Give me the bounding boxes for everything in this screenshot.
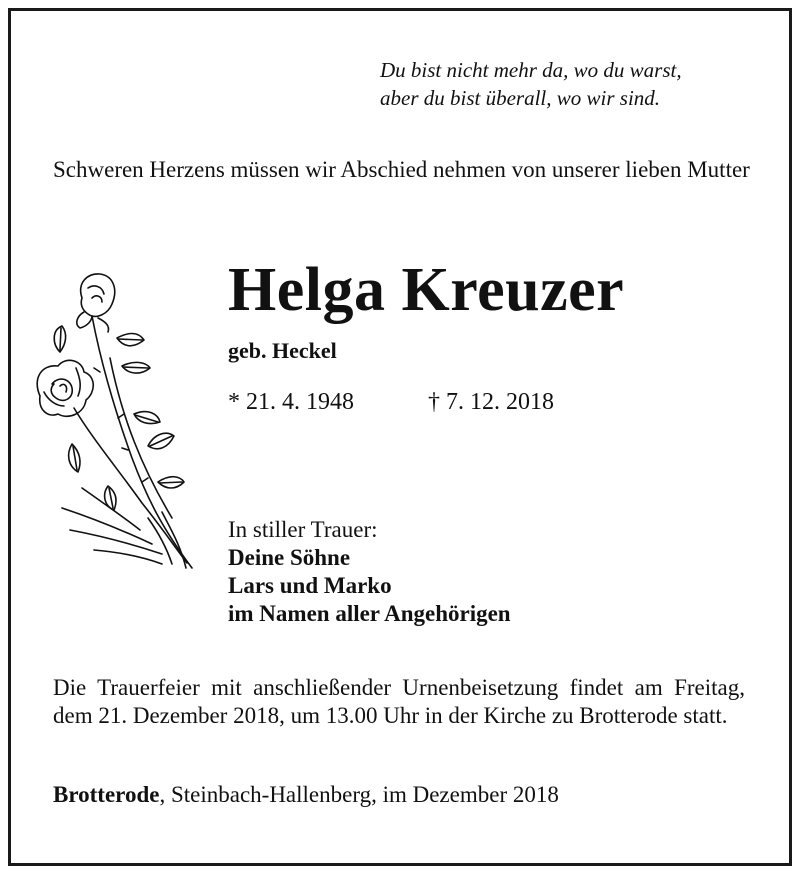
intro-text: Schweren Herzens müssen wir Abschied nehmen von unserer lieben Mutter: [53, 157, 750, 182]
deceased-name: Helga Kreuzer: [228, 256, 625, 324]
mourners-line-2: Lars und Marko: [228, 573, 392, 598]
place-and-date: [53, 780, 559, 810]
death-date: † 7. 12. 2018: [428, 389, 554, 415]
rose-drawing-icon: [22, 268, 212, 578]
mourners-heading: In stiller Trauer:: [228, 517, 378, 542]
mourners-line-1: Deine Söhne: [228, 545, 351, 570]
maiden-name: geb. Heckel: [228, 338, 337, 363]
service-details: Die Trauerfeier mit anschließender Urnenbeisetzung findet am Freitag, dem 21. Dezember 2018, um 13.00 Uhr in der Kirche zu Brotterode statt.: [53, 675, 745, 728]
mourners-block: [228, 516, 511, 628]
mourners-line-3: im Namen aller Angehörigen: [228, 601, 511, 626]
life-dates: [228, 386, 554, 418]
place-rest: , Steinbach-Hallenberg, im Dezember 2018: [159, 782, 559, 807]
birth-date: * 21. 4. 1948: [228, 389, 354, 415]
place-town: Brotterode: [53, 782, 160, 807]
motto-quote: [380, 56, 720, 112]
motto-line-1: Du bist nicht mehr da, wo du warst,: [380, 58, 682, 82]
motto-line-2: aber du bist überall, wo wir sind.: [380, 86, 661, 110]
